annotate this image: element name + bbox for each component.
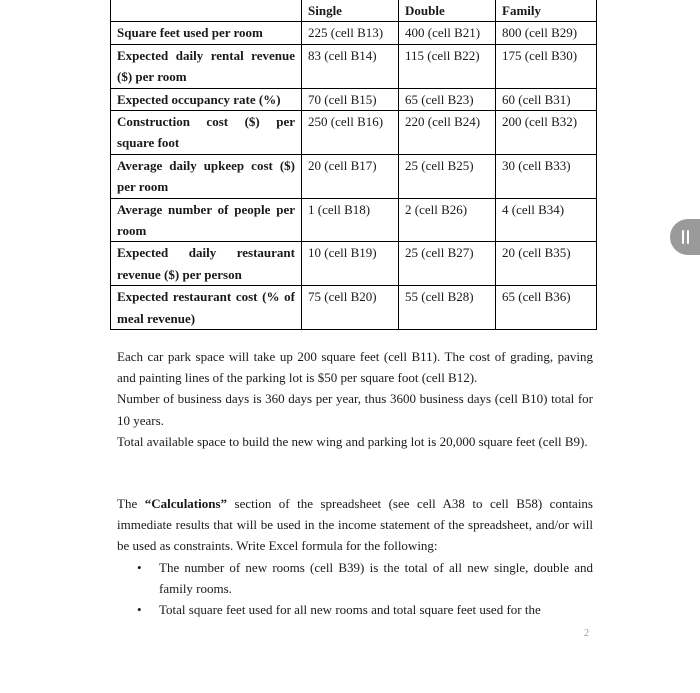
list-item — [117, 599, 593, 620]
calculations-term: “Calculations” — [144, 496, 228, 511]
header-blank — [111, 0, 302, 22]
cell-double: 25 (cell B25) — [399, 154, 496, 198]
room-specs-table — [110, 0, 597, 330]
cell-single: 10 (cell B19) — [302, 242, 399, 286]
cell-family: 20 (cell B35) — [496, 242, 597, 286]
scroll-grip-icon — [682, 230, 689, 244]
table-row — [111, 88, 597, 110]
table-header-row — [111, 0, 597, 22]
cell-family: 60 (cell B31) — [496, 88, 597, 110]
business-days-paragraph: Number of business days is 360 days per year, thus 3600 business days (cell B10) total for 10 years. — [117, 391, 593, 428]
table-row — [111, 22, 597, 44]
table-row — [111, 242, 597, 286]
cell-double: 2 (cell B26) — [399, 198, 496, 242]
cell-family: 800 (cell B29) — [496, 22, 597, 44]
cell-double: 25 (cell B27) — [399, 242, 496, 286]
cell-family: 65 (cell B36) — [496, 286, 597, 330]
cell-double: 65 (cell B23) — [399, 88, 496, 110]
car-park-paragraph: Each car park space will take up 200 square feet (cell B11). The cost of grading, paving and painting lines of the parking lot is $50 per square foot (cell B12). — [117, 349, 593, 386]
table-row — [111, 111, 597, 155]
cell-single: 20 (cell B17) — [302, 154, 399, 198]
cell-single: 250 (cell B16) — [302, 111, 399, 155]
cell-family: 30 (cell B33) — [496, 154, 597, 198]
cell-double: 55 (cell B28) — [399, 286, 496, 330]
cell-family: 4 (cell B34) — [496, 198, 597, 242]
cell-family: 200 (cell B32) — [496, 111, 597, 155]
bullet-icon: • — [137, 602, 142, 618]
calculations-intro — [117, 493, 593, 557]
cell-double: 220 (cell B24) — [399, 111, 496, 155]
cell-double: 400 (cell B21) — [399, 22, 496, 44]
cell-single: 83 (cell B14) — [302, 44, 399, 88]
header-family: Family — [496, 0, 597, 22]
cell-single: 225 (cell B13) — [302, 22, 399, 44]
row-label: Expected daily rental revenue ($) per room — [111, 44, 302, 88]
assumptions-text — [117, 346, 593, 452]
bullet-text: Total square feet used for all new rooms and total square feet used for the — [159, 602, 541, 618]
table-row — [111, 44, 597, 88]
row-label: Expected occupancy rate (%) — [111, 88, 302, 110]
bullet-icon: • — [137, 560, 142, 575]
calculations-paragraph — [117, 493, 593, 557]
row-label: Construction cost ($) per square foot — [111, 111, 302, 155]
scroll-handle[interactable] — [670, 219, 700, 255]
cell-double: 115 (cell B22) — [399, 44, 496, 88]
row-label: Expected daily restaurant revenue ($) per person — [111, 242, 302, 286]
table-row — [111, 154, 597, 198]
available-space-paragraph: Total available space to build the new wing and parking lot is 20,000 square feet (cell B9). — [117, 433, 588, 449]
row-label: Average number of people per room — [111, 198, 302, 242]
cell-single: 75 (cell B20) — [302, 286, 399, 330]
table-row — [111, 286, 597, 330]
calc-intro-before: The — [117, 496, 145, 511]
bullet-text: The number of new rooms (cell B39) is the total of all new single, double and family rooms. — [159, 560, 593, 597]
page-number: 2 — [584, 628, 589, 639]
row-label: Expected restaurant cost (% of meal revenue) — [111, 286, 302, 330]
header-single: Single — [302, 0, 399, 22]
row-label: Average daily upkeep cost ($) per room — [111, 154, 302, 198]
list-item — [117, 557, 593, 599]
cell-single: 70 (cell B15) — [302, 88, 399, 110]
cell-family: 175 (cell B30) — [496, 44, 597, 88]
row-label: Square feet used per room — [111, 22, 302, 44]
table-row — [111, 198, 597, 242]
calc-intro-after: section of the spreadsheet (see cell A38 to cell B58) contains immediate results that will be used in the income statement of the spreadsheet, and/or will be used as constraints. Write Excel formula for the following: — [117, 496, 593, 554]
cell-single: 1 (cell B18) — [302, 198, 399, 242]
formula-bullet-list — [117, 557, 593, 621]
header-double: Double — [399, 0, 496, 22]
